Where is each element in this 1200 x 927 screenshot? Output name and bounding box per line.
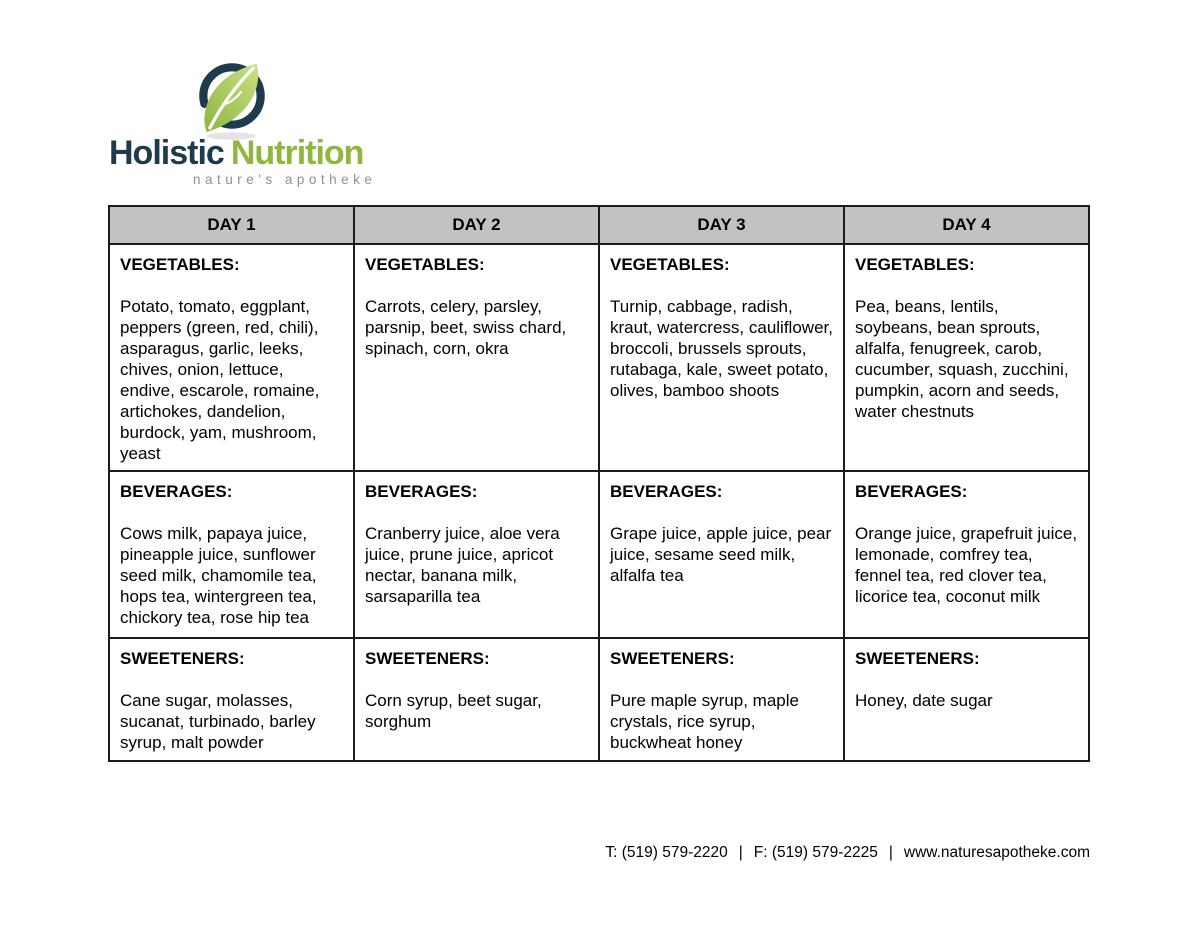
cell-items: Carrots, celery, parsley, parsnip, beet, swiss chard, spinach, corn, okra	[365, 297, 567, 358]
phone-number: T: (519) 579-2220	[605, 844, 728, 861]
footer-separator: |	[888, 844, 893, 861]
cell-category-label: SWEETENERS:	[610, 649, 735, 668]
brand-name-holistic: Holistic	[109, 134, 224, 172]
table-cell	[354, 638, 599, 761]
table-cell	[109, 244, 354, 471]
cell-items: Pure maple syrup, maple crystals, rice syrup, buckwheat honey	[610, 691, 799, 752]
table-cell	[109, 471, 354, 638]
cell-items: Potato, tomato, eggplant, peppers (green, red, chili), asparagus, garlic, leeks, chives, onion, lettuce, endive, escarole, romaine, artichokes, dandelion, burdock, yam, mushroom, yeast	[120, 297, 320, 463]
cell-category-label: VEGETABLES:	[120, 255, 240, 274]
cell-category-label: BEVERAGES:	[855, 482, 968, 501]
cell-items: Pea, beans, lentils, soybeans, bean sprouts, alfalfa, fenugreek, carob, cucumber, squash, zucchini, pumpkin, acorn and seeds, water chestnuts	[855, 297, 1069, 421]
table-header-row	[109, 206, 1089, 244]
website-url: www.naturesapotheke.com	[903, 844, 1090, 861]
brand-wordmark	[109, 134, 363, 173]
cell-category-label: SWEETENERS:	[855, 649, 980, 668]
cell-category-label: VEGETABLES:	[610, 255, 730, 274]
brand-name-nutrition: Nutrition	[230, 134, 364, 172]
table-row-vegetables	[109, 244, 1089, 471]
table-row-sweeteners	[109, 638, 1089, 761]
header-day-1: DAY 1	[109, 206, 354, 244]
cell-items: Honey, date sugar	[855, 691, 993, 710]
cell-category-label: BEVERAGES:	[365, 482, 478, 501]
table-cell	[599, 471, 844, 638]
contact-footer	[605, 844, 1090, 862]
table-cell	[844, 638, 1089, 761]
table-row-beverages	[109, 471, 1089, 638]
cell-category-label: SWEETENERS:	[120, 649, 245, 668]
table-cell	[599, 244, 844, 471]
header-day-2: DAY 2	[354, 206, 599, 244]
cell-items: Orange juice, grapefruit juice, lemonade, comfrey tea, fennel tea, red clover tea, licorice tea, coconut milk	[855, 524, 1078, 606]
cell-category-label: BEVERAGES:	[610, 482, 723, 501]
table-cell	[109, 638, 354, 761]
footer-separator: |	[738, 844, 743, 861]
cell-items: Cows milk, papaya juice, pineapple juice, sunflower seed milk, chamomile tea, hops tea, wintergreen tea, chickory tea, rose hip tea	[120, 524, 317, 627]
cell-items: Cane sugar, molasses, sucanat, turbinado, barley syrup, malt powder	[120, 691, 316, 752]
table-cell	[599, 638, 844, 761]
table-cell	[354, 244, 599, 471]
leaf-logo-icon	[191, 55, 273, 141]
diet-rotation-table	[108, 205, 1090, 762]
cell-category-label: SWEETENERS:	[365, 649, 490, 668]
cell-category-label: VEGETABLES:	[365, 255, 485, 274]
cell-items: Grape juice, apple juice, pear juice, sesame seed milk, alfalfa tea	[610, 524, 832, 585]
cell-items: Turnip, cabbage, radish, kraut, watercress, cauliflower, broccoli, brussels sprouts, rutabaga, kale, sweet potato, olives, bamboo shoots	[610, 297, 833, 400]
fax-number: F: (519) 579-2225	[753, 844, 878, 861]
cell-items: Cranberry juice, aloe vera juice, prune juice, apricot nectar, banana milk, sarsaparilla tea	[365, 524, 560, 606]
cell-items: Corn syrup, beet sugar, sorghum	[365, 691, 542, 731]
brand-tagline: nature's apotheke	[193, 172, 377, 187]
cell-category-label: VEGETABLES:	[855, 255, 975, 274]
table-cell	[354, 471, 599, 638]
header-day-4: DAY 4	[844, 206, 1089, 244]
table-cell	[844, 244, 1089, 471]
header-day-3: DAY 3	[599, 206, 844, 244]
table-cell	[844, 471, 1089, 638]
cell-category-label: BEVERAGES:	[120, 482, 233, 501]
